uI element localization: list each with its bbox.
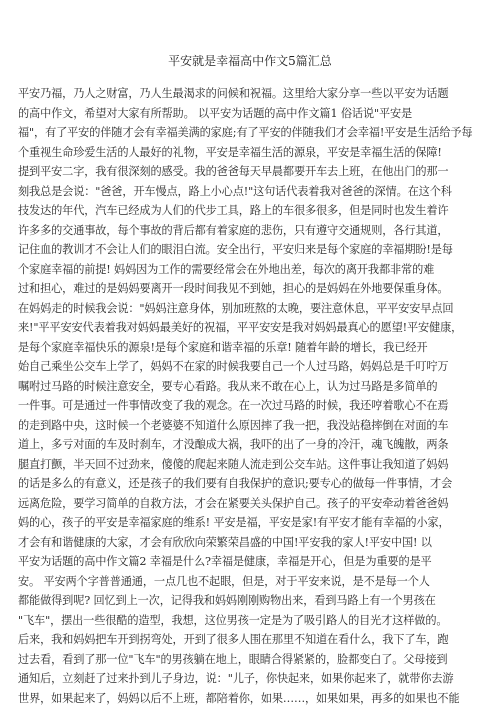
text-line: 福"，有了平安的伴随才会有幸福美满的家庭;有了平安的伴随我们才会幸福!平安是生活给予每 xyxy=(18,123,483,143)
text-line: 一件事。可是通过一件事情改变了我的观念。在一次过马路的时候，我还哼着歌心不在焉 xyxy=(18,396,483,416)
text-line: 道上，多亏对面的车及时刹车，才没酿成大祸，我吓的出了一身的冷汗，魂飞魄散，两条 xyxy=(18,435,483,455)
text-line: 在妈妈走的时候我会说："妈妈注意身体，别加班熬的太晚，要注意休息，平平安安早点回 xyxy=(18,299,483,319)
text-line: 个家庭幸福的前提! 妈妈因为工作的需要经常会在外地出差，每次的离开我都非常的难 xyxy=(18,260,483,280)
text-line: 都能做得到呢? 回忆到上一次，记得我和妈妈刚刚购物出来，看到马路上有一个男孩在 xyxy=(18,591,483,611)
text-line: 的走到路中央，这时候一个老婆婆不知道什么原因摔了我一把，我没站稳摔倒在对面的车 xyxy=(18,416,483,436)
text-line: 来!"平平安安代表着我对妈妈最美好的祝福，平平安安是我对妈妈最真心的愿望!平安健康， xyxy=(18,318,483,338)
text-line: 妈的心，孩子的平安是幸福家庭的维系! 平安是福，平安是家!有平安才能有幸福的小家， xyxy=(18,513,483,533)
text-line: 许多多的交通事故，每个事故的背后都有着家庭的悲伤，只有遵守交通规则，各行其道， xyxy=(18,221,483,241)
text-line: 安。 平安两个字普普通通，一点几也不起眼，但是，对于平安来说，是不是每一个人 xyxy=(18,572,483,592)
text-line: 世界，如果起来了，妈妈以后不上班，都陪着你，如果……，如果如果，再多的如果也不能 xyxy=(18,689,483,708)
text-line: 后来，我和妈妈把车开到拐弯处，开到了很多人围在那里不知道在看什么，我下了车，跑 xyxy=(18,630,483,650)
text-line: 个重视生命珍爱生活的人最好的礼物，平安是幸福生活的源泉，平安是幸福生活的保障! xyxy=(18,143,483,163)
text-line: 的高中作文，希望对大家有所帮助。 以平安为话题的高中作文篇1 俗话说"平安是 xyxy=(18,104,483,124)
text-line: 技发达的年代，汽车已经成为人们的代步工具，路上的车很多很多，但是同时也发生着许 xyxy=(18,201,483,221)
text-line: 腿直打颤，半天回不过劲来，傻傻的爬起来随人流走到公交车站。这件事让我知道了妈妈 xyxy=(18,455,483,475)
text-line: 记住血的教训才不会让人们的眼泪白流。安全出行，平安归来是每个家庭的幸福期盼!是每 xyxy=(18,240,483,260)
text-line: 平安乃福，乃人之财富，乃人生最渴求的问候和祝福。这里给大家分享一些以平安为话题 xyxy=(18,84,483,104)
text-line: 提到平安二字，我有很深刻的感受。我的爸爸每天早晨都要开车去上班，在他出门的那一 xyxy=(18,162,483,182)
text-line: 嘱咐过马路的时候注意安全，要专心看路。我从来不敢在心上，认为过马路是多简单的 xyxy=(18,377,483,397)
text-line: "飞车"，摆出一些很酷的造型，我想，这位男孩一定是为了吸引路人的目光才这样做的。 xyxy=(18,611,483,631)
article-title: 平安就是幸福高中作文5篇汇总 xyxy=(0,53,500,69)
text-line: 的话是多么的有意义，还是孩子的我们要有自我保护的意识;要专心的做每一件事情，才会 xyxy=(18,474,483,494)
text-line: 通知后，立刻赶了过来扑到儿子身边，说："儿子，你快起来，如果你起来了，就带你去游 xyxy=(18,669,483,689)
text-line: 始自己乘坐公交车上学了，妈妈不在家的时候我要自己一个人过马路，妈妈总是千叮咛万 xyxy=(18,357,483,377)
text-line: 远离危险，要学习简单的自救方法，才会在紧要关头保护自己。孩子的平安牵动着爸爸妈 xyxy=(18,494,483,514)
text-line: 刻我总是会说："爸爸，开车慢点，路上小心点!"这句话代表着我对爸爸的深情。在这个科 xyxy=(18,182,483,202)
text-line: 平安为话题的高中作文篇2 幸福是什么?幸福是健康，幸福是开心，但是为重要的是平 xyxy=(18,552,483,572)
text-line: 过去看，看到了那一位"飞车"的男孩躺在地上，眼睛合得紧紧的，脸都变白了。父母接到 xyxy=(18,650,483,670)
article-body xyxy=(18,84,483,708)
text-line: 是每个家庭幸福快乐的源泉!是每个家庭和谐幸福的乐章! 随着年龄的增长，我已经开 xyxy=(18,338,483,358)
text-line: 过和担心，难过的是妈妈要离开一段时间我见不到她，担心的是妈妈在外地要保重身体。 xyxy=(18,279,483,299)
text-line: 才会有和谐健康的大家，才会有欣欣向荣繁荣昌盛的中国!平安我的家人!平安中国! 以 xyxy=(18,533,483,553)
